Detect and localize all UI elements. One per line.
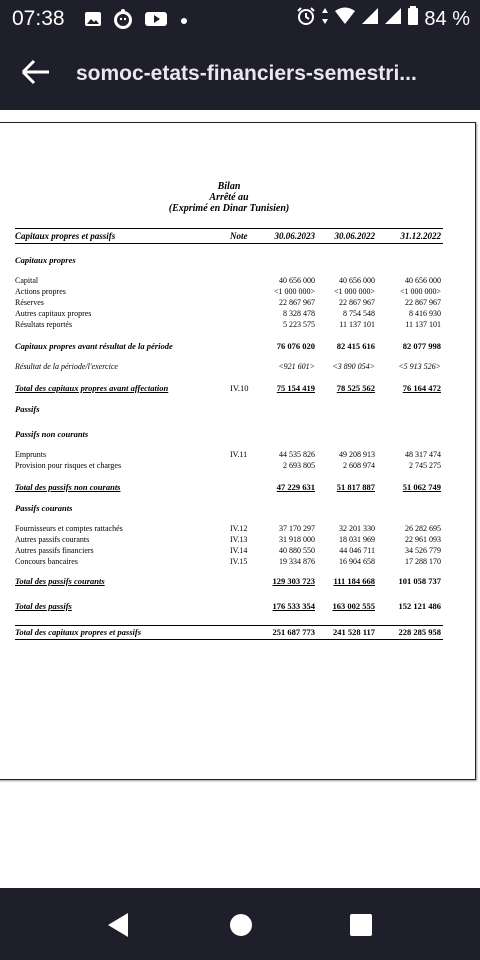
row-value: 8 416 930 xyxy=(409,309,441,318)
row-value: 22 867 967 xyxy=(339,298,375,307)
back-button[interactable] xyxy=(20,58,56,90)
row-value: 37 170 297 xyxy=(279,524,315,533)
sheet-heading xyxy=(15,181,443,214)
row-value: 11 137 101 xyxy=(339,320,375,329)
row-value: 44 535 826 xyxy=(279,450,315,459)
table-header xyxy=(15,228,443,244)
column-header-date: 30.06.2023 xyxy=(274,231,315,241)
row-label: Réserves xyxy=(15,298,44,307)
document-title: somoc-etats-financiers-semestri... xyxy=(76,62,417,85)
pnc-rows xyxy=(15,449,443,471)
row-note: IV.12 xyxy=(230,524,248,533)
row-label: Autres passifs courants xyxy=(15,535,90,544)
balance-sheet xyxy=(15,181,443,640)
data-arrows-icon xyxy=(321,7,329,31)
row-value: 44 046 711 xyxy=(339,546,375,555)
row-value: 40 656 000 xyxy=(279,276,315,285)
row-value: 8 754 548 xyxy=(343,309,375,318)
row-value: 32 201 330 xyxy=(339,524,375,533)
total-row: Total des passifs courants 129 303 723 111 184 668 101 058 737 xyxy=(15,576,441,586)
row-label: Autres capitaux propres xyxy=(15,309,92,318)
face-icon xyxy=(112,8,134,34)
row-value: 34 526 779 xyxy=(405,546,441,555)
column-header-label: Capitaux propres et passifs xyxy=(15,231,116,241)
signal-icon xyxy=(361,7,379,31)
signal-icon xyxy=(384,7,402,31)
row-value: 22 867 967 xyxy=(405,298,441,307)
back-triangle-icon xyxy=(104,910,134,940)
row-value: 40 880 550 xyxy=(279,546,315,555)
table-row xyxy=(15,449,443,460)
table-row xyxy=(15,534,443,545)
row-value: 49 208 913 xyxy=(339,450,375,459)
section-title: Passifs xyxy=(15,404,40,414)
table-row xyxy=(15,545,443,556)
table-row xyxy=(15,319,443,330)
battery-percent: 84 % xyxy=(424,7,470,30)
section-title: Capitaux propres xyxy=(15,255,76,265)
image-icon xyxy=(84,10,102,32)
row-label: Provision pour risques et charges xyxy=(15,461,122,470)
table-row xyxy=(15,523,443,534)
row-value: 22 867 967 xyxy=(279,298,315,307)
row-value: 48 317 474 xyxy=(405,450,441,459)
column-header-note: Note xyxy=(230,231,248,241)
table-row xyxy=(15,460,443,471)
cp-rows xyxy=(15,275,443,330)
row-note: IV.11 xyxy=(230,450,248,459)
pdf-viewer[interactable] xyxy=(0,110,480,888)
alarm-icon xyxy=(296,6,316,32)
arrow-left-icon xyxy=(20,58,52,86)
row-label: Actions propres xyxy=(15,287,66,296)
row-value: 2 608 974 xyxy=(343,461,375,470)
row-value: <1 000 000> xyxy=(333,287,375,296)
battery-icon xyxy=(407,6,419,32)
nav-home-button[interactable] xyxy=(226,910,256,940)
table-row xyxy=(15,297,443,308)
column-header-date: 30.06.2022 xyxy=(334,231,375,241)
row-value: 40 656 000 xyxy=(339,276,375,285)
row-value: <1 000 000> xyxy=(273,287,315,296)
row-value: 5 223 575 xyxy=(283,320,315,329)
nav-recents-button[interactable] xyxy=(346,910,376,940)
pdf-page xyxy=(0,122,476,780)
row-value: 40 656 000 xyxy=(405,276,441,285)
row-label: Capital xyxy=(15,276,39,285)
status-bar xyxy=(0,0,480,38)
subtotal-row: Capitaux propres avant résultat de la période 76 076 020 82 415 616 82 077 998 xyxy=(15,341,441,351)
row-note: IV.15 xyxy=(230,557,248,566)
section-title: Passifs courants xyxy=(15,503,73,513)
total-row: Total des passifs non courants 47 229 631 51 817 887 51 062 749 xyxy=(15,482,441,492)
nav-back-button[interactable] xyxy=(104,910,134,940)
row-label: Concours bancaires xyxy=(15,557,78,566)
row-value: 22 961 093 xyxy=(405,535,441,544)
grand-total-row: Total des capitaux propres et passifs 251 687 773 241 528 117 228 285 958 xyxy=(15,625,443,640)
wifi-icon xyxy=(334,7,356,31)
row-value: 17 288 170 xyxy=(405,557,441,566)
total-row: Total des capitaux propres avant affectation IV.10 75 154 419 78 525 562 76 164 472 xyxy=(15,383,441,393)
table-row xyxy=(15,556,443,567)
row-value: 2 693 805 xyxy=(283,461,315,470)
table-row xyxy=(15,286,443,297)
row-label: Emprunts xyxy=(15,450,47,459)
row-value: 31 918 000 xyxy=(279,535,315,544)
row-note: IV.13 xyxy=(230,535,248,544)
row-value: <1 000 000> xyxy=(399,287,441,296)
row-value: 18 031 969 xyxy=(339,535,375,544)
row-label: Fournisseurs et comptes rattachés xyxy=(15,524,123,533)
pc-rows xyxy=(15,523,443,567)
app-bar xyxy=(0,38,480,110)
row-value: 8 328 478 xyxy=(283,309,315,318)
heading-line: Bilan xyxy=(217,181,241,192)
recents-square-icon xyxy=(346,910,376,940)
table-row xyxy=(15,275,443,286)
status-time: 07:38 xyxy=(12,7,65,30)
total-row: Total des passifs 176 533 354 163 002 555 152 121 486 xyxy=(15,601,441,611)
row-label: Résultats reportés xyxy=(15,320,73,329)
row-label: Autres passifs financiers xyxy=(15,546,94,555)
heading-line: (Exprimé en Dinar Tunisien) xyxy=(168,203,290,214)
navigation-bar xyxy=(0,888,480,960)
heading-line: Arrêté au xyxy=(209,192,249,203)
row-value: 26 282 695 xyxy=(405,524,441,533)
section-title: Passifs non courants xyxy=(15,429,89,439)
dot-icon xyxy=(178,12,190,31)
table-row xyxy=(15,308,443,319)
row-value: 19 334 876 xyxy=(279,557,315,566)
row-value: 11 137 101 xyxy=(405,320,441,329)
row-note: IV.14 xyxy=(230,546,248,555)
column-header-date: 31.12.2022 xyxy=(400,231,441,241)
row-value: 16 904 658 xyxy=(339,557,375,566)
play-icon xyxy=(144,10,168,32)
row-value: 2 745 275 xyxy=(409,461,441,470)
result-row: Résultat de la période/l'exercice <921 601> <3 890 054> <5 913 526> xyxy=(15,362,441,371)
home-circle-icon xyxy=(226,910,256,940)
